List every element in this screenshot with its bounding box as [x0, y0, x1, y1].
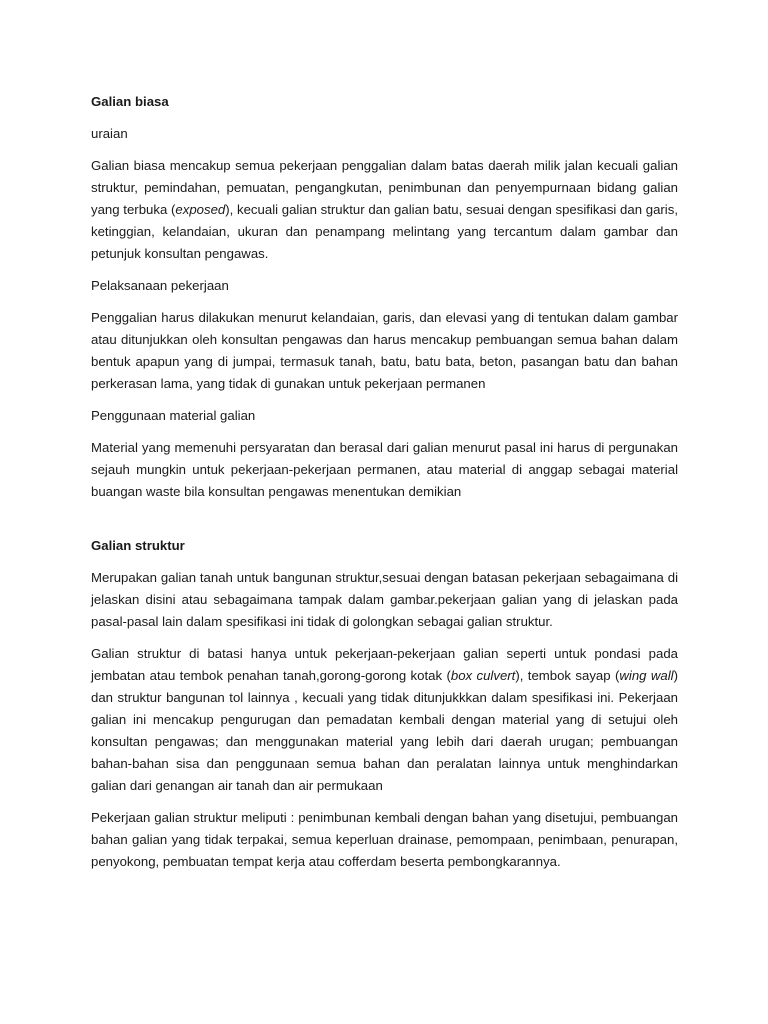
uraian-italic-term: exposed [175, 202, 226, 217]
batasan-italic-wing-wall: wing wall [619, 668, 674, 683]
section-title-galian-biasa: Galian biasa [91, 94, 169, 109]
paragraph-penggunaan: Material yang memenuhi persyaratan dan berasal dari galian menurut pasal ini harus di pergunakan sejauh mungkin untuk pekerjaan-pekerjaan permanen, atau material di anggap sebagai material buangan waste bila konsultan pengawas menentukan demikian [91, 440, 678, 499]
batasan-text-part1: Galian struktur di batasi hanya untuk pekerjaan-pekerjaan galian seperti untuk pondasi pada jembatan atau tembok penahan tanah,gorong-gorong kotak ( [91, 646, 678, 683]
batasan-text-part2: ), tembok sayap ( [515, 668, 620, 683]
section-title-galian-struktur: Galian struktur [91, 538, 185, 553]
subheading-pelaksanaan: Pelaksanaan pekerjaan [91, 278, 229, 293]
subheading-penggunaan: Penggunaan material galian [91, 408, 256, 423]
uraian-text-part1: Galian biasa mencakup semua pekerjaan penggalian dalam batas daerah milik jalan kecuali galian struktur, pemindahan, pemuatan, pengangkutan, penimbunan dan penyempurnaan bidang galian yang terbuka ( [91, 158, 678, 217]
paragraph-struktur-definisi: Merupakan galian tanah untuk bangunan struktur,sesuai dengan batasan pekerjaan sebagaimana di jelaskan disini atau sebagaimana tampak dalam gambar.pekerjaan galian yang di jelaskan pada pasal-pasal lain dalam spesifikasi ini tidak di golongkan sebagai galian struktur. [91, 570, 678, 629]
batasan-text-part3: ) dan struktur bangunan tol lainnya , kecuali yang tidak ditunjukkkan dalam spesifikasi ini. Pekerjaan galian ini mencakup pengurugan dan pemadatan kembali dengan material yang di setujui oleh konsultan pengawas; dan menggunakan material yang lebih dari daerah urugan; pembuangan bahan-bahan sisa dan penggunaan semua bahan dan peralatan lainnya untuk menghindarkan galian dari genangan air tanah dan air permukaan [91, 668, 678, 793]
paragraph-struktur-meliputi: Pekerjaan galian struktur meliputi : penimbunan kembali dengan bahan yang disetujui, pembuangan bahan galian yang tidak terpakai, semua keperluan drainase, pemompaan, penimbaan, penurapan, penyokong, pembuatan tempat kerja atau cofferdam beserta pembongkarannya. [91, 810, 678, 869]
batasan-italic-box-culvert: box culvert [450, 668, 516, 683]
section-spacer [91, 513, 678, 535]
paragraph-struktur-batasan [91, 643, 678, 797]
uraian-text-part2: ), kecuali galian struktur dan galian batu, sesuai dengan spesifikasi dan garis, ketinggian, kelandaian, ukuran dan penampang melintang yang tercantum dalam gambar dan petunjuk konsultan pengawas. [91, 202, 678, 261]
paragraph-pelaksanaan: Penggalian harus dilakukan menurut kelandaian, garis, dan elevasi yang di tentukan dalam gambar atau ditunjukkan oleh konsultan pengawas dan harus mencakup pembuangan semua bahan dalam bentuk apapun yang di jumpai, termasuk tanah, batu, batu bata, beton, pasangan batu dan bahan perkerasan lama, yang tidak di gunakan untuk pekerjaan permanen [91, 310, 678, 391]
paragraph-uraian [91, 155, 678, 265]
subheading-uraian: uraian [91, 126, 128, 141]
